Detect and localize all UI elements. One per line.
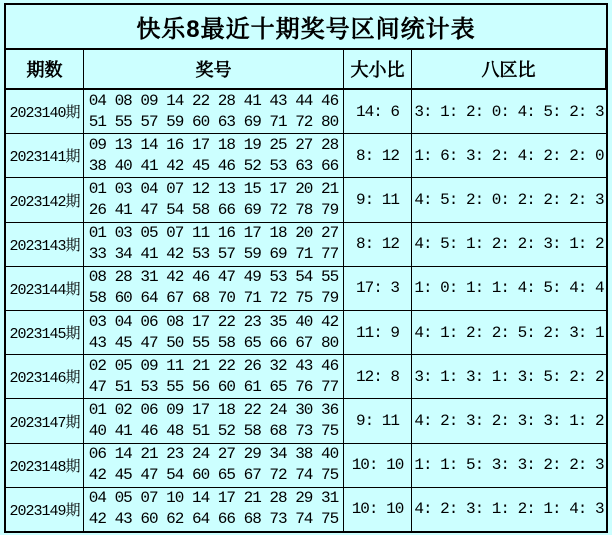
eight-zone-ratio-cell: 1: 6: 3: 2: 4: 2: 2: 0 (414, 146, 604, 165)
table-row (6, 223, 606, 267)
table-row (6, 311, 606, 355)
period-cell: 2023146期 (6, 355, 84, 398)
period-cell: 2023149期 (6, 488, 84, 531)
numbers-line2: 47 51 53 55 56 60 61 65 76 77 (88, 377, 339, 396)
eight-zone-ratio-cell: 1: 0: 1: 1: 4: 5: 4: 4 (414, 279, 604, 298)
winning-numbers-cell (84, 311, 344, 354)
big-small-ratio-cell: 9: 11 (344, 178, 412, 221)
period-cell: 2023144期 (6, 267, 84, 310)
table-row (6, 444, 606, 488)
numbers-line1: 08 28 31 42 46 47 49 53 54 55 (88, 268, 339, 287)
big-small-ratio-cell: 11: 9 (344, 311, 412, 354)
numbers-line2: 42 45 47 54 60 65 67 72 74 75 (88, 466, 339, 485)
header-big-small-ratio: 大小比 (344, 50, 412, 88)
eight-zone-ratio-cell: 3: 1: 3: 1: 3: 5: 2: 2 (414, 367, 604, 386)
winning-numbers-cell (84, 134, 344, 177)
table-row (6, 488, 606, 531)
eight-zone-ratio-cell: 4: 2: 3: 2: 3: 3: 1: 2 (414, 412, 604, 431)
header-row (6, 50, 606, 90)
big-small-ratio-cell: 14: 6 (344, 90, 412, 133)
numbers-line2: 43 45 47 50 55 58 65 66 67 80 (88, 333, 339, 352)
winning-numbers-cell (84, 90, 344, 133)
numbers-line1: 01 03 05 07 11 16 17 18 20 27 (88, 224, 339, 243)
table-row (6, 355, 606, 399)
numbers-line1: 03 04 06 08 17 22 23 35 40 42 (88, 312, 339, 331)
winning-numbers-cell (84, 178, 344, 221)
numbers-line2: 42 43 60 62 64 66 68 73 74 75 (88, 510, 339, 529)
numbers-line1: 02 05 09 11 21 22 26 32 43 46 (88, 356, 339, 375)
period-cell: 2023143期 (6, 223, 84, 266)
table-row (6, 90, 606, 134)
table-row (6, 399, 606, 443)
period-cell: 2023147期 (6, 399, 84, 442)
big-small-ratio-cell: 12: 8 (344, 355, 412, 398)
numbers-line1: 04 08 09 14 22 28 41 43 44 46 (88, 91, 339, 110)
numbers-line1: 01 03 04 07 12 13 15 17 20 21 (88, 180, 339, 198)
period-cell: 2023148期 (6, 444, 84, 487)
big-small-ratio-cell: 17: 3 (344, 267, 412, 310)
big-small-ratio-cell: 9: 11 (344, 399, 412, 442)
eight-zone-ratio-cell: 4: 1: 2: 2: 5: 2: 3: 1 (414, 323, 604, 342)
table-title: 快乐8最近十期奖号区间统计表 (6, 5, 606, 50)
numbers-line1: 06 14 21 23 24 27 29 34 38 40 (88, 445, 339, 464)
table-row (6, 178, 606, 222)
numbers-line2: 26 41 47 54 58 66 69 72 78 79 (88, 201, 339, 219)
period-cell: 2023145期 (6, 311, 84, 354)
winning-numbers-cell (84, 444, 344, 487)
winning-numbers-cell (84, 355, 344, 398)
period-cell: 2023142期 (6, 178, 84, 221)
period-cell: 2023141期 (6, 134, 84, 177)
eight-zone-ratio-cell: 3: 1: 2: 0: 4: 5: 2: 3 (414, 102, 604, 121)
winning-numbers-cell (84, 223, 344, 266)
numbers-line2: 58 60 64 67 68 70 71 72 75 79 (88, 289, 339, 308)
stats-table (4, 3, 608, 533)
numbers-line2: 38 40 41 42 45 46 52 53 63 66 (88, 156, 339, 175)
winning-numbers-cell (84, 488, 344, 531)
winning-numbers-cell (84, 399, 344, 442)
big-small-ratio-cell: 10: 10 (344, 488, 412, 531)
header-eight-zone-ratio: 八区比 (412, 50, 606, 88)
header-period: 期数 (6, 50, 84, 88)
eight-zone-ratio-cell: 1: 1: 5: 3: 3: 2: 2: 3 (414, 456, 604, 475)
table-row (6, 134, 606, 178)
table-body (6, 90, 606, 531)
big-small-ratio-cell: 8: 12 (344, 134, 412, 177)
winning-numbers-cell (84, 267, 344, 310)
numbers-line2: 51 55 57 59 60 63 69 71 72 80 (88, 112, 339, 131)
numbers-line2: 40 41 46 48 51 52 58 68 73 75 (88, 422, 339, 441)
numbers-line1: 09 13 14 16 17 18 19 25 27 28 (88, 135, 339, 154)
numbers-line1: 04 05 07 10 14 17 21 28 29 31 (88, 489, 339, 508)
numbers-line1: 01 02 06 09 17 18 22 24 30 36 (88, 401, 339, 420)
numbers-line2: 33 34 41 42 53 57 59 69 71 77 (88, 245, 339, 264)
big-small-ratio-cell: 8: 12 (344, 223, 412, 266)
period-cell: 2023140期 (6, 90, 84, 133)
header-numbers: 奖号 (84, 50, 344, 88)
table-row (6, 267, 606, 311)
eight-zone-ratio-cell: 4: 2: 3: 1: 2: 1: 4: 3 (414, 500, 604, 519)
eight-zone-ratio-cell: 4: 5: 2: 0: 2: 2: 2: 3 (414, 191, 604, 209)
big-small-ratio-cell: 10: 10 (344, 444, 412, 487)
eight-zone-ratio-cell: 4: 5: 1: 2: 2: 3: 1: 2 (414, 235, 604, 254)
